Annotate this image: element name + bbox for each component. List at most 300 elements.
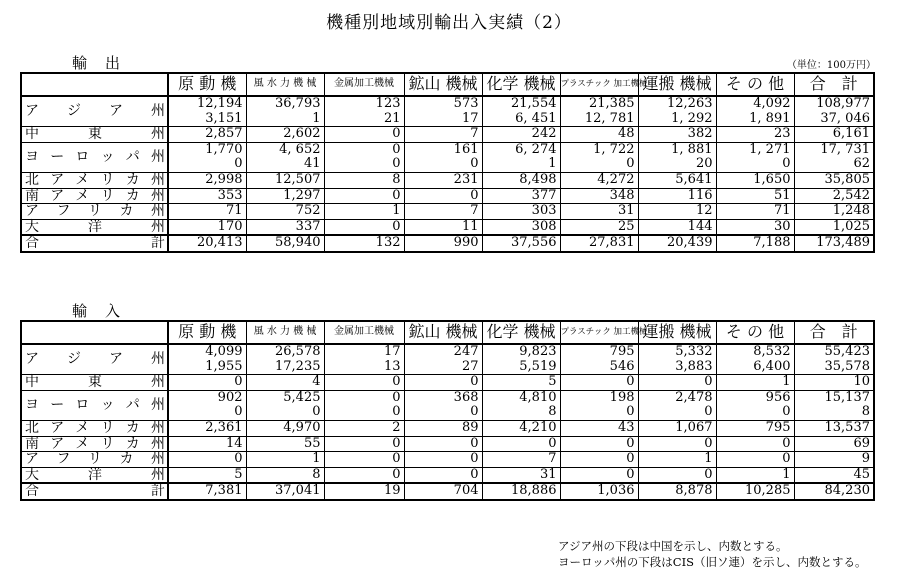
- value: 0: [704, 435, 713, 451]
- table-row: [21, 219, 874, 235]
- value: 353: [217, 187, 243, 203]
- value: 0: [392, 374, 401, 390]
- value-cell: [560, 344, 638, 375]
- value: 573: [453, 96, 479, 111]
- value-cell: [324, 188, 404, 204]
- value: 990: [453, 235, 479, 251]
- value-cell: [168, 390, 246, 420]
- value-cell: [794, 436, 874, 452]
- value-cell: [404, 96, 482, 127]
- value: 5: [548, 374, 557, 390]
- column-header: 原 動 機: [168, 321, 246, 344]
- region-cell: [21, 219, 168, 235]
- value-cell: [482, 142, 560, 172]
- value: 0: [626, 466, 635, 482]
- region-label: 大 洋 州: [25, 218, 165, 235]
- region-label: 中 東 州: [25, 126, 165, 143]
- region-cell: [21, 436, 168, 452]
- column-header: 運搬 機械: [638, 73, 716, 96]
- value-cell: [246, 344, 324, 375]
- value-cell: [404, 420, 482, 436]
- value-cell: [794, 390, 874, 420]
- column-header: そ の 他: [716, 321, 794, 344]
- value: 132: [375, 235, 401, 251]
- value: 12: [695, 203, 713, 219]
- value-cell: [560, 420, 638, 436]
- value-cell: [168, 436, 246, 452]
- region-label: 合 計: [25, 235, 165, 252]
- value: 6, 274: [515, 141, 557, 157]
- column-header: プラスチック 加工機械: [560, 73, 638, 96]
- value: 1,248: [832, 203, 870, 219]
- value: 4,970: [283, 419, 321, 435]
- region-cell: [21, 96, 168, 127]
- value-cell: [794, 483, 874, 500]
- value: 8,498: [519, 171, 557, 187]
- value: 377: [531, 187, 557, 203]
- value: 0: [470, 466, 479, 482]
- value-cell: [638, 219, 716, 235]
- table-row: [21, 344, 874, 375]
- value: 0: [312, 404, 321, 420]
- region-label: ア フ リ カ 州: [25, 451, 165, 468]
- value: 0: [234, 404, 243, 420]
- value: 0: [234, 156, 243, 172]
- value: 35,578: [824, 358, 870, 374]
- value: 4, 652: [279, 141, 321, 157]
- region-label: 北 ア メ リ カ 州: [25, 171, 165, 188]
- value-cell: [482, 96, 560, 127]
- value: 48: [617, 126, 635, 142]
- column-header: 化学 機械: [482, 73, 560, 96]
- value-cell: [638, 142, 716, 172]
- value: 1: [312, 110, 321, 126]
- value-cell: [560, 127, 638, 143]
- value: 4,272: [597, 171, 635, 187]
- value: 752: [295, 203, 321, 219]
- value-cell: [716, 219, 794, 235]
- value-cell: [324, 204, 404, 220]
- value: 62: [853, 156, 870, 172]
- region-cell: [21, 188, 168, 204]
- value-cell: [794, 204, 874, 220]
- value: 242: [531, 126, 557, 142]
- value-cell: [324, 452, 404, 468]
- value: 3,883: [675, 358, 713, 374]
- value: 5: [234, 466, 243, 482]
- value-cell: [246, 127, 324, 143]
- value: 27: [461, 358, 479, 374]
- value-cell: [324, 436, 404, 452]
- column-header: 金属加工機械: [324, 321, 404, 344]
- value: 0: [626, 374, 635, 390]
- region-cell: [21, 235, 168, 252]
- value-cell: [168, 452, 246, 468]
- value: 247: [453, 344, 479, 359]
- value: 1, 891: [749, 110, 791, 126]
- value-cell: [324, 344, 404, 375]
- value: 35,805: [824, 171, 870, 187]
- value: 21: [383, 110, 401, 126]
- value: 902: [217, 389, 243, 405]
- value: 956: [765, 389, 791, 405]
- value-cell: [404, 204, 482, 220]
- value: 1: [548, 156, 557, 172]
- value: 15,137: [824, 389, 870, 405]
- value-cell: [246, 204, 324, 220]
- value-cell: [482, 204, 560, 220]
- value-cell: [638, 467, 716, 483]
- footnotes: [558, 538, 867, 570]
- value: 11: [461, 218, 479, 234]
- value: 6,161: [832, 126, 870, 142]
- header-corner: [21, 321, 168, 344]
- value-cell: [168, 188, 246, 204]
- column-header: 鉱山 機械: [404, 321, 482, 344]
- value-cell: [246, 219, 324, 235]
- import-table: [20, 320, 875, 501]
- value: 58,940: [275, 235, 321, 251]
- value-cell: [560, 235, 638, 252]
- value: 0: [548, 435, 557, 451]
- value: 8: [312, 466, 321, 482]
- value-cell: [638, 390, 716, 420]
- value: 71: [225, 203, 243, 219]
- value-cell: [794, 235, 874, 252]
- value: 71: [773, 203, 791, 219]
- value-cell: [794, 127, 874, 143]
- value: 13,537: [824, 419, 870, 435]
- value-cell: [638, 375, 716, 391]
- value-cell: [482, 219, 560, 235]
- value-cell: [638, 96, 716, 127]
- value-cell: [638, 172, 716, 188]
- value: 9: [861, 451, 870, 467]
- value: 18,886: [511, 483, 557, 499]
- value-cell: [794, 375, 874, 391]
- value: 0: [392, 141, 401, 157]
- value: 0: [392, 451, 401, 467]
- column-header: そ の 他: [716, 73, 794, 96]
- value-cell: [404, 390, 482, 420]
- import-section-label: 輸入: [72, 302, 139, 320]
- value: 0: [392, 156, 401, 172]
- value: 2,857: [205, 126, 243, 142]
- value-cell: [794, 219, 874, 235]
- value-cell: [404, 235, 482, 252]
- value-cell: [482, 235, 560, 252]
- value-cell: [560, 390, 638, 420]
- footnote: アジア州の下段は中国を示し、内数とする。: [558, 539, 788, 553]
- value: 5,425: [283, 389, 321, 405]
- value-cell: [324, 390, 404, 420]
- value-cell: [404, 467, 482, 483]
- value: 5,641: [675, 171, 713, 187]
- value-cell: [168, 219, 246, 235]
- value: 3,151: [205, 110, 243, 126]
- value: 55,423: [824, 344, 870, 359]
- value-cell: [168, 204, 246, 220]
- value-cell: [638, 188, 716, 204]
- value-cell: [246, 436, 324, 452]
- value-cell: [716, 390, 794, 420]
- region-label: ア フ リ カ 州: [25, 203, 165, 220]
- value-cell: [794, 96, 874, 127]
- value-cell: [482, 172, 560, 188]
- value-cell: [794, 344, 874, 375]
- value: 0: [234, 451, 243, 467]
- value: 1,025: [832, 218, 870, 234]
- value-cell: [324, 142, 404, 172]
- footnote: ヨーロッパ州の下段はCIS（旧ソ連）を示し、内数とする。: [558, 555, 867, 569]
- value: 20,439: [667, 235, 713, 251]
- value-cell: [168, 127, 246, 143]
- column-header: 風 水 力 機 械: [246, 73, 324, 96]
- value-cell: [404, 188, 482, 204]
- page-title: 機種別地域別輸出入実績（2）: [326, 13, 572, 33]
- value-cell: [638, 344, 716, 375]
- value: 31: [617, 203, 635, 219]
- region-cell: [21, 127, 168, 143]
- value: 1: [392, 203, 401, 219]
- value: 14: [225, 435, 243, 451]
- value-cell: [324, 172, 404, 188]
- value-cell: [324, 420, 404, 436]
- value: 20: [695, 156, 713, 172]
- value: 9,823: [519, 344, 557, 359]
- value-cell: [246, 96, 324, 127]
- value: 36,793: [275, 96, 321, 111]
- value: 116: [687, 187, 713, 203]
- value-cell: [716, 204, 794, 220]
- value-cell: [638, 420, 716, 436]
- value: 41: [303, 156, 321, 172]
- value: 795: [765, 419, 791, 435]
- region-label: ヨ ー ロ ッ パ 州: [25, 149, 165, 166]
- region-label: 北 ア メ リ カ 州: [25, 419, 165, 436]
- value: 348: [609, 187, 635, 203]
- table-row: [21, 204, 874, 220]
- value-cell: [404, 219, 482, 235]
- region-label: 南 ア メ リ カ 州: [25, 435, 165, 452]
- value: 25: [617, 218, 635, 234]
- value-cell: [168, 483, 246, 500]
- value-cell: [168, 96, 246, 127]
- value-cell: [716, 452, 794, 468]
- region-cell: [21, 390, 168, 420]
- value: 4,092: [753, 96, 791, 111]
- value: 2: [392, 419, 401, 435]
- value: 123: [375, 96, 401, 111]
- value: 19: [383, 483, 401, 499]
- value-cell: [638, 452, 716, 468]
- value: 69: [853, 435, 870, 451]
- value: 1: [704, 451, 713, 467]
- value-cell: [246, 452, 324, 468]
- value: 12,263: [667, 96, 713, 111]
- value-cell: [246, 483, 324, 500]
- value: 0: [626, 156, 635, 172]
- value-cell: [246, 235, 324, 252]
- value: 0: [782, 156, 791, 172]
- value-cell: [168, 467, 246, 483]
- value-cell: [404, 172, 482, 188]
- value: 0: [470, 404, 479, 420]
- table-row: [21, 142, 874, 172]
- region-label: 大 洋 州: [25, 466, 165, 483]
- table-row: [21, 375, 874, 391]
- value: 21,385: [589, 96, 635, 111]
- value: 0: [392, 404, 401, 420]
- value: 12,194: [197, 96, 243, 111]
- value-cell: [794, 188, 874, 204]
- value: 2,478: [675, 389, 713, 405]
- value-cell: [638, 127, 716, 143]
- value-cell: [716, 467, 794, 483]
- value: 144: [687, 218, 713, 234]
- value-cell: [560, 452, 638, 468]
- value-cell: [560, 142, 638, 172]
- value-cell: [794, 467, 874, 483]
- region-cell: [21, 172, 168, 188]
- value-cell: [246, 390, 324, 420]
- value-cell: [560, 96, 638, 127]
- region-cell: [21, 344, 168, 375]
- value-cell: [404, 375, 482, 391]
- value-cell: [404, 127, 482, 143]
- column-header: 風 水 力 機 械: [246, 321, 324, 344]
- value-cell: [168, 142, 246, 172]
- value: 45: [853, 466, 870, 482]
- export-table: [20, 72, 875, 253]
- value: 0: [392, 389, 401, 405]
- value: 13: [383, 358, 401, 374]
- column-header: 鉱山 機械: [404, 73, 482, 96]
- value: 55: [303, 435, 321, 451]
- value-cell: [246, 467, 324, 483]
- value: 1, 881: [671, 141, 713, 157]
- value-cell: [168, 344, 246, 375]
- value-cell: [324, 219, 404, 235]
- value: 0: [626, 435, 635, 451]
- value-cell: [482, 390, 560, 420]
- value-cell: [716, 375, 794, 391]
- value-cell: [716, 172, 794, 188]
- value: 23: [773, 126, 791, 142]
- value: 0: [470, 156, 479, 172]
- value: 2,542: [832, 187, 870, 203]
- value: 37,556: [511, 235, 557, 251]
- value-cell: [716, 235, 794, 252]
- value: 0: [704, 374, 713, 390]
- value-cell: [716, 142, 794, 172]
- region-cell: [21, 483, 168, 500]
- column-header: プラスチック 加工機械: [560, 321, 638, 344]
- table-row: [21, 188, 874, 204]
- value: 1: [782, 466, 791, 482]
- value-cell: [168, 375, 246, 391]
- column-header: 運搬 機械: [638, 321, 716, 344]
- value: 704: [453, 483, 479, 499]
- value: 10: [853, 374, 870, 390]
- region-cell: [21, 452, 168, 468]
- value: 0: [626, 404, 635, 420]
- value-cell: [638, 235, 716, 252]
- value: 12, 781: [584, 110, 635, 126]
- value: 1,067: [675, 419, 713, 435]
- column-header: 金属加工機械: [324, 73, 404, 96]
- unit-label: （単位：100万円）: [786, 60, 876, 71]
- value: 10,285: [745, 483, 791, 499]
- value-cell: [560, 483, 638, 500]
- region-label: 合 計: [25, 483, 165, 500]
- value-cell: [716, 483, 794, 500]
- value: 108,977: [816, 96, 870, 111]
- value-cell: [482, 483, 560, 500]
- value: 26,578: [275, 344, 321, 359]
- value: 170: [217, 218, 243, 234]
- table-row: [21, 467, 874, 483]
- value: 2,998: [205, 171, 243, 187]
- value: 1, 292: [671, 110, 713, 126]
- value: 0: [704, 466, 713, 482]
- value: 1,297: [283, 187, 321, 203]
- value: 5,519: [519, 358, 557, 374]
- value-cell: [716, 344, 794, 375]
- value-cell: [246, 188, 324, 204]
- value-cell: [246, 375, 324, 391]
- value-cell: [482, 420, 560, 436]
- table-row: [21, 436, 874, 452]
- region-label: ア ジ ア 州: [25, 351, 165, 368]
- region-label: ヨ ー ロ ッ パ 州: [25, 397, 165, 414]
- value: 31: [539, 466, 557, 482]
- value: 1,955: [205, 358, 243, 374]
- value: 8: [548, 404, 557, 420]
- table-row: [21, 96, 874, 127]
- value-cell: [794, 142, 874, 172]
- value: 0: [392, 218, 401, 234]
- value-cell: [246, 420, 324, 436]
- value: 2,361: [205, 419, 243, 435]
- value-cell: [716, 96, 794, 127]
- value-cell: [482, 467, 560, 483]
- value: 0: [392, 466, 401, 482]
- value-cell: [560, 172, 638, 188]
- value: 51: [773, 187, 791, 203]
- value-cell: [482, 452, 560, 468]
- value: 0: [782, 404, 791, 420]
- value: 308: [531, 218, 557, 234]
- value: 20,413: [197, 235, 243, 251]
- value: 173,489: [816, 235, 870, 251]
- value: 1: [782, 374, 791, 390]
- column-header: 原 動 機: [168, 73, 246, 96]
- value-cell: [716, 127, 794, 143]
- value: 37, 046: [820, 110, 870, 126]
- value: 7,381: [205, 483, 243, 499]
- value: 84,230: [824, 483, 870, 499]
- value-cell: [324, 467, 404, 483]
- region-cell: [21, 375, 168, 391]
- value-cell: [324, 96, 404, 127]
- value: 303: [531, 203, 557, 219]
- value: 7: [470, 126, 479, 142]
- value-cell: [716, 188, 794, 204]
- value: 0: [782, 435, 791, 451]
- value-cell: [794, 420, 874, 436]
- value: 12,507: [275, 171, 321, 187]
